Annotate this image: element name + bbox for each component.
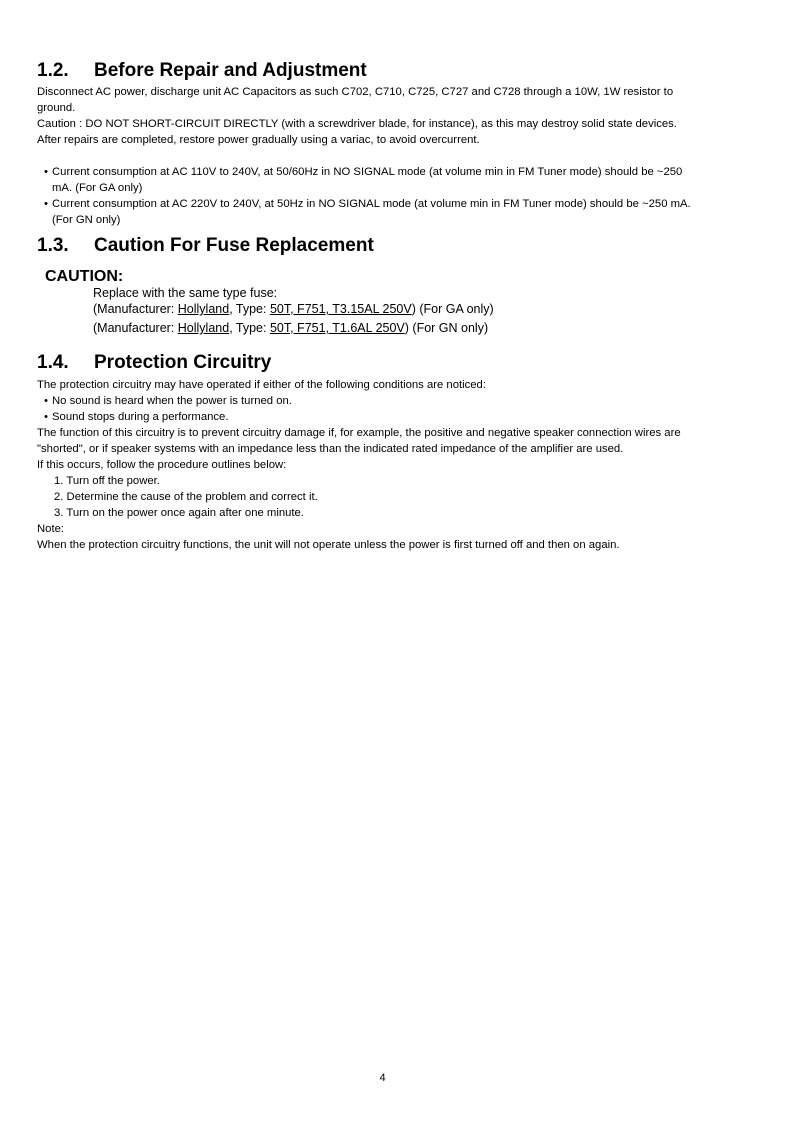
list-item: • Sound stops during a performance. <box>44 411 229 423</box>
manufacturer-link: Hollyland <box>177 321 230 335</box>
paragraph-disconnect-line2: ground. <box>37 102 76 114</box>
bullet-glyph: • <box>44 198 48 210</box>
list-item-line: Current consumption at AC 110V to 240V, at 50/60Hz in NO SIGNAL mode (at volume min in FM Tuner mode) should be ~250 <box>52 166 683 178</box>
page-number: 4 <box>379 1072 386 1084</box>
paragraph-after-repairs: After repairs are completed, restore power gradually using a variac, to avoid overcurrent. <box>37 134 480 146</box>
manufacturer-link: Hollyland <box>177 302 230 316</box>
caution-label: CAUTION: <box>45 268 124 285</box>
procedure-step: 1. Turn off the power. <box>54 475 160 487</box>
section-heading-1-2 <box>37 60 367 82</box>
procedure-step: 2. Determine the cause of the problem and correct it. <box>54 491 318 503</box>
fuse-type: 50T, F751, T3.15AL 250V <box>269 302 412 316</box>
list-item: • No sound is heard when the power is turned on. <box>44 395 292 407</box>
fuse-spec-gn: (Manufacturer: Hollyland, Type: 50T, F751, T1.6AL 250V) (For GN only) <box>93 321 489 335</box>
section-number: 1.4. <box>37 352 69 373</box>
section-number: 1.3. <box>37 235 69 256</box>
note-label: Note: <box>37 523 65 535</box>
fuse-type: 50T, F751, T1.6AL 250V <box>269 321 405 335</box>
paragraph-function-line1: The function of this circuitry is to prevent circuitry damage if, for example, the positive and negative speaker connection wires are <box>37 427 681 439</box>
fuse-replace-text: Replace with the same type fuse: <box>93 286 278 300</box>
procedure-step: 3. Turn on the power once again after one minute. <box>54 507 304 519</box>
fuse-spec-ga: (Manufacturer: Hollyland, Type: 50T, F751, T3.15AL 250V) (For GA only) <box>93 302 494 316</box>
bullet-glyph: • <box>44 166 48 178</box>
list-item-line: Current consumption at AC 220V to 240V, at 50Hz in NO SIGNAL mode (at volume min in FM Tuner mode) should be ~250 mA. <box>52 198 691 210</box>
list-item-line: (For GN only) <box>52 214 121 226</box>
section-title: Caution For Fuse Replacement <box>94 235 374 256</box>
paragraph-function-line2: "shorted", or if speaker systems with an impedance less than the indicated rated impedance of the amplifier are used. <box>37 443 624 455</box>
paragraph-disconnect-line1: Disconnect AC power, discharge unit AC Capacitors as such C702, C710, C725, C727 and C728 through a 10W, 1W resistor to <box>37 86 674 98</box>
section-heading-1-4 <box>37 352 271 374</box>
section-title: Protection Circuitry <box>94 352 272 373</box>
list-item <box>44 164 734 196</box>
paragraph-caution: Caution : DO NOT SHORT-CIRCUIT DIRECTLY (with a screwdriver blade, for instance), as this may destroy solid state devices. <box>37 118 677 130</box>
section-heading-1-3 <box>37 235 374 257</box>
paragraph-procedure-intro: If this occurs, follow the procedure outlines below: <box>37 459 287 471</box>
paragraph-intro: The protection circuitry may have operated if either of the following conditions are noticed: <box>37 379 486 391</box>
section-title: Before Repair and Adjustment <box>94 60 367 81</box>
bullet-glyph: • <box>44 395 48 407</box>
section-number: 1.2. <box>37 60 69 81</box>
bullet-glyph: • <box>44 411 48 423</box>
list-item <box>44 196 734 228</box>
note-text: When the protection circuitry functions, the unit will not operate unless the power is first turned off and then on again. <box>37 539 620 551</box>
list-item-line: mA. (For GA only) <box>52 182 143 194</box>
